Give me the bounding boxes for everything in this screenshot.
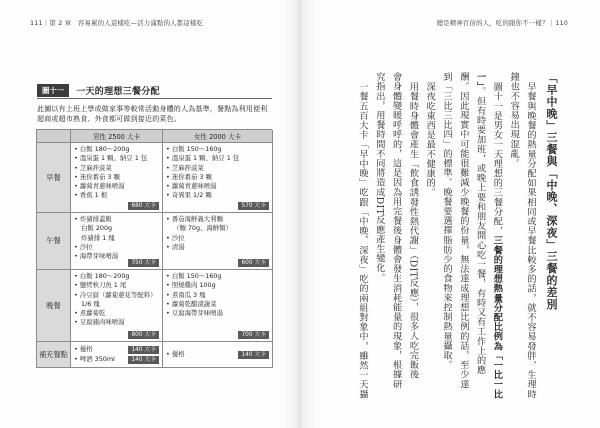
figure-label: 圖十一 [37,84,69,97]
book-gutter-shadow [282,0,318,428]
menu-item: • 白飯 150～160g [166,145,269,154]
row-label-breakfast: 早餐 [37,143,71,213]
lunch-male-cell [71,213,163,270]
menu-item: • 海帶芽味噌湯 [74,252,159,261]
menu-item: • 蘿蔔青蔥味噌湯 [74,182,159,191]
snack-row [74,355,159,365]
right-page-body [353,72,560,402]
text-segment: 一餐五百大卡「早中晚」吃跟「中晚、深夜」吃的兩組對象中，雖然一天攝 [357,81,369,399]
calorie-badge: 140 大卡 [128,356,159,364]
menu-item: • 清湯 [166,243,269,252]
snack-male-cell [71,342,163,368]
right-page-header: 總是精神百倍的人，吃的跟你不一樣？｜110 [436,19,568,27]
menu-item: • 白飯 150～160g [166,272,269,281]
menu-item: • 白飯 180～200g [74,272,159,281]
menu-item: • 白飯 180～200g [74,145,159,154]
text-column [471,72,488,402]
text-segment: 鐘也不容易出現混亂。 [508,72,520,168]
emphasis-text: 一」 [474,72,486,87]
text-segment: 到「三比三比四」的標準。晚餐要選擇脂肪少的食物來控制熱量攝取。 [441,72,453,370]
left-page-header: 111｜第 2 章 容易累的人這樣吃—活力滿點的人都這樣吃 [30,19,204,27]
menu-sub-item: 1/6 塊 [81,299,100,308]
menu-item: • 溫泉蛋 1 顆、納豆 1 包 [166,154,269,163]
breakfast-female-cell [163,143,273,213]
text-segment: 會身體變暖呼呼的，這是因為用完餐後身體會發生消耗能量的現象，根據研 [390,72,402,389]
menu-item: • 香蕉 1 根 [74,191,159,200]
calorie-badge: 140 大卡 [128,346,159,354]
menu-sub-item: 炸豬排 1 塊 [81,233,115,242]
calorie-badge: 750 大卡 [128,259,159,267]
snack-female-cell [163,342,273,368]
menu-item: • 優格 [74,345,93,354]
calorie-badge: 800 大卡 [128,331,159,339]
menu-item: • 奇異果 1/2 顆 [166,191,269,200]
menu-item: • 迷你番茄 3 顆 [74,173,159,182]
calorie-badge: 600 大卡 [238,259,269,267]
dinner-female-cell [163,270,273,342]
snack-row [74,345,159,355]
calorie-badge: 570 大卡 [238,202,269,210]
text-column [370,72,387,402]
menu-item: • 啤酒 350ml [74,355,115,364]
text-column [504,72,521,402]
column-header-male: 男性 2500 大卡 [71,130,163,143]
menu-item: • 鹽烤秋刀魚 1 尾 [74,281,159,290]
text-column [404,72,421,402]
menu-item: • 迷你番茄 3 顆 [166,173,269,182]
emphasis-text: 三餐的理想熱量分配比例為「一比一比 [491,235,503,399]
menu-item: • 番茄海鮮義大利麵 [166,215,269,224]
menu-item: • 照燒雞肉 100g [166,281,269,290]
dinner-male-cell [71,270,163,342]
text-column [420,72,437,402]
menu-item: • 溫泉蛋 1 顆、納豆 1 包 [74,154,159,163]
column-header-female: 女性 2000 大卡 [163,130,273,143]
text-segment: 深夜吃東西是最不健康的。 [424,81,436,197]
menu-item: • 蘿蔔青蔥味噌湯 [166,182,269,191]
menu-item: • 沙拉 [166,234,269,243]
menu-item: • 豆腐海帶芽味噌湯 [166,309,269,318]
text-segment: 。但有時要加班，或晚上要和朋友開心吃一餐，有時又有工作上的應 [474,86,486,375]
breakfast-male-cell [71,143,163,213]
row-label-lunch: 午餐 [37,213,71,270]
text-segment: 酬。因此現實中可能很難減少晚餐的份量，無法達成理想比例的話，至少達 [457,72,469,389]
row-label-dinner: 晚餐 [37,270,71,342]
text-column [521,72,538,402]
meal-plan-table [36,129,272,368]
menu-item: • 芝麻拌菠菜 [166,164,269,173]
menu-item: • 冷豆腐（蘿蔔蔥花等配料） [74,291,159,300]
figure-title: 一天的理想三餐分配 [76,87,160,97]
menu-item: • 豆腐豬肉味噌湯 [74,318,159,327]
text-column [454,72,471,402]
text-segment: 究指出，用餐時間不同將造成DIT反應產生變化。 [373,72,385,283]
menu-sub-item: （麵 70g、海鮮類） [173,224,232,233]
text-segment: 圖十一是男女一天理想的三餐分配， [491,81,503,236]
table-corner-cell [37,130,71,143]
snack-row [166,350,269,360]
menu-item: • 煮南瓜 3 塊 [166,291,269,300]
menu-sub-item: 白飯 200g [81,224,113,233]
figure-intro-text: 此圖以有上班上學或做家事等較常活動身體的人為基準，餐點為利用便利超商或超市熟食、外食都可做到接近的菜色。 [37,105,268,123]
menu-item: • 優格 [166,350,185,359]
menu-item: • 煮蘿蔔乾 [74,309,159,318]
text-column [488,72,505,402]
menu-item: • 芝麻拌菠菜 [74,164,159,173]
menu-item: • 炸豬排蓋飯 [74,215,159,224]
calorie-badge: 140 大卡 [238,351,269,359]
text-column [387,72,404,402]
calorie-badge: 700 大卡 [238,331,269,339]
menu-item: • 蘿蔔乾醋漬蔬菜 [166,300,269,309]
text-column [353,72,370,402]
lunch-female-cell [163,213,273,270]
text-column [437,72,454,402]
menu-item: • 沙拉 [74,243,159,252]
text-segment: 用餐時身體會產生「飲食誘發性熱代謝」（DIT反應），很多人吃完飯後 [407,81,419,379]
figure-heading [37,83,272,99]
section-title: 「早中晚」三餐與「中晚、深夜」三餐的差別 [545,72,558,310]
text-segment: 早餐與晚餐的熱量分配如果相同或早餐比較多的話，就不容易發胖，生理時 [525,81,536,399]
row-label-snack: 補充餐點 [37,342,71,368]
calorie-badge: 680 大卡 [128,202,159,210]
